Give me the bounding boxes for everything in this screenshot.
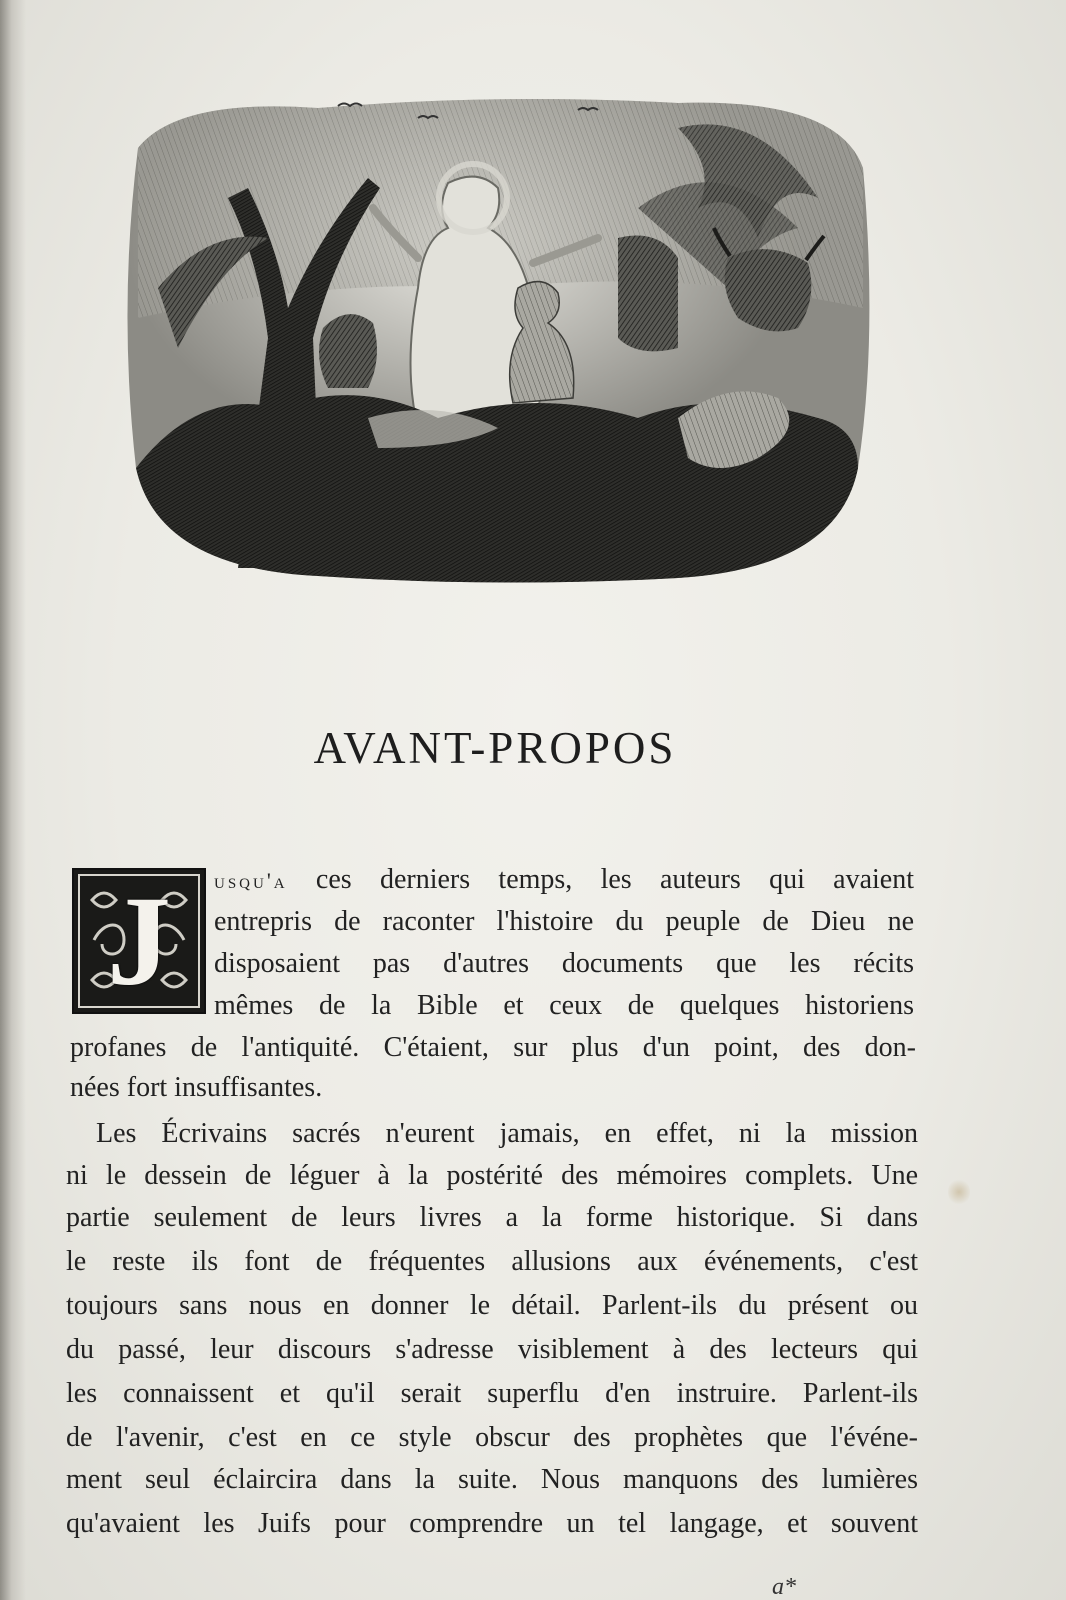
text-line: partie seulement de leurs livres a la forme historique. Si dans: [66, 1202, 918, 1233]
text-line: [214, 860, 914, 900]
gutter-shadow: [0, 0, 26, 1600]
signature-mark: a*: [772, 1574, 796, 1600]
dropcap-letter: J: [107, 870, 171, 1012]
text-line: ni le dessein de léguer à la postérité des mémoires complets. Une: [66, 1160, 918, 1191]
paper-stain: [948, 1178, 970, 1206]
engraving-illustration: [118, 88, 880, 588]
text-line: ment seul éclaircira dans la suite. Nous manquons des lumières: [66, 1464, 918, 1495]
text-line: mêmes de la Bible et ceux de quelques historiens: [214, 990, 914, 1021]
text-line: qu'avaient les Juifs pour comprendre un tel langage, et souvent: [66, 1508, 918, 1539]
text-line: disposaient pas d'autres documents que les récits: [214, 948, 914, 979]
text-line: de l'avenir, c'est en ce style obscur des prophètes que l'événe-: [66, 1422, 918, 1453]
text-line: le reste ils font de fréquentes allusions aux événements, c'est: [66, 1246, 918, 1277]
text-line: toujours sans nous en donner le détail. Parlent-ils du présent ou: [66, 1290, 918, 1321]
text-line: Les Écrivains sacrés n'eurent jamais, en effet, ni la mission: [96, 1118, 918, 1149]
text-line: du passé, leur discours s'adresse visiblement à des lecteurs qui: [66, 1334, 918, 1365]
text-line-rest: ces derniers temps, les auteurs qui avaient: [287, 864, 914, 895]
text-line: profanes de l'antiquité. C'étaient, sur plus d'un point, des don-: [70, 1032, 916, 1063]
engraving-creation-scene-icon: [118, 88, 880, 588]
chapter-heading: AVANT-PROPOS: [313, 723, 677, 773]
text-line: entrepris de raconter l'histoire du peuple de Dieu ne: [214, 906, 914, 937]
text-line: nées fort insuffisantes.: [70, 1072, 323, 1103]
text-line: les connaissent et qu'il serait superflu d'en instruire. Parlent-ils: [66, 1378, 918, 1409]
smallcaps-opening: usqu'a: [214, 868, 288, 893]
dropcap-ornament: [72, 868, 206, 1014]
